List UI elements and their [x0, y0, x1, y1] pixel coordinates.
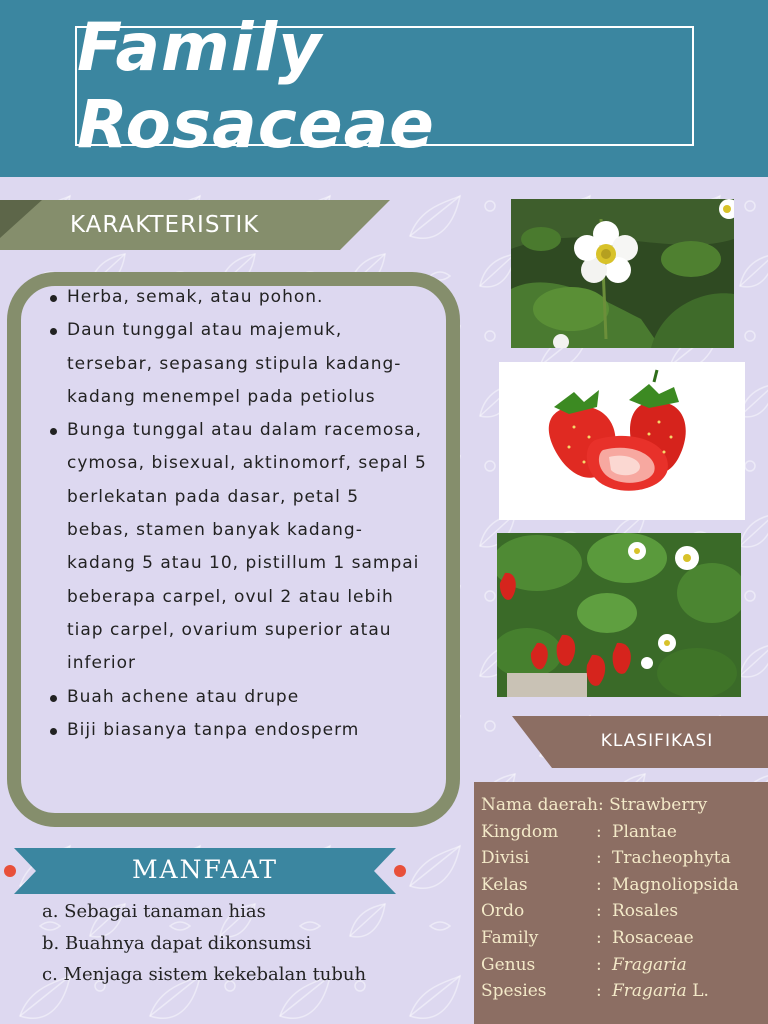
klasifikasi-value: Rosaceae: [612, 927, 694, 948]
klasifikasi-label: Genus: [481, 954, 536, 975]
klasifikasi-table: [481, 792, 768, 1005]
strawberry-fruit-photo: [499, 362, 745, 520]
klasifikasi-row-spesies: [481, 978, 768, 1005]
klasifikasi-banner: [512, 716, 768, 768]
species-author: L.: [692, 981, 709, 1002]
manfaat-list: [42, 896, 422, 991]
klasifikasi-value: Magnoliopsida: [612, 874, 739, 895]
title-frame: [75, 9, 694, 163]
klasifikasi-separator: :: [596, 981, 602, 1002]
klasifikasi-separator: :: [596, 901, 602, 922]
list-item: Bunga tunggal atau dalam racemosa, cymosa, bisexual, aktinomorf, sepal 5 berlekatan pada dasar, petal 5 bebas, stamen banyak kadang-kadang 5 atau 10, pistillum 1 sampai beberapa carpel, ovul 2 atau lebih tiap carpel, ovarium superior atau inferior: [48, 414, 428, 680]
list-item: Biji biasanya tanpa endosperm: [48, 714, 428, 747]
header-bar: [0, 0, 768, 177]
klasifikasi-label: Kelas: [481, 874, 528, 895]
klasifikasi-row-kelas: [481, 872, 768, 899]
page-title: Family Rosaceae: [77, 9, 435, 163]
klasifikasi-separator: :: [596, 927, 602, 948]
manfaat-heading: MANFAAT: [131, 855, 279, 884]
klasifikasi-heading: KLASIFIKASI: [600, 731, 714, 751]
klasifikasi-row-genus: [481, 952, 768, 979]
list-item: Buah achene atau drupe: [48, 681, 428, 714]
list-item: a. Sebagai tanaman hias: [42, 901, 266, 922]
klasifikasi-label: Nama daerah:: [481, 795, 604, 815]
klasifikasi-label: Family: [481, 927, 539, 948]
klasifikasi-row-kingdom: [481, 819, 768, 846]
klasifikasi-value: Fragaria: [612, 954, 687, 975]
list-item: c. Menjaga sistem kekebalan tubuh: [42, 964, 367, 985]
klasifikasi-row-ordo: [481, 898, 768, 925]
klasifikasi-value: Plantae: [612, 821, 677, 842]
strawberry-plant-photo: [497, 533, 741, 697]
klasifikasi-separator: :: [596, 848, 602, 869]
klasifikasi-row-nama-daerah: [481, 792, 768, 819]
klasifikasi-value: Rosales: [612, 901, 679, 922]
klasifikasi-row-family: [481, 925, 768, 952]
list-item: Daun tunggal atau majemuk, tersebar, sepasang stipula kadang-kadang menempel pada petiolus: [48, 314, 428, 414]
klasifikasi-label: Kingdom: [481, 821, 559, 842]
klasifikasi-row-divisi: [481, 845, 768, 872]
klasifikasi-label: Ordo: [481, 901, 525, 922]
klasifikasi-label: Divisi: [481, 848, 530, 869]
klasifikasi-value: Strawberry: [609, 795, 708, 815]
klasifikasi-separator: :: [596, 821, 602, 842]
karakteristik-list: [48, 281, 428, 747]
list-item: b. Buahnya dapat dikonsumsi: [42, 932, 312, 954]
manfaat-banner: [0, 848, 410, 894]
strawberry-flower-photo: [511, 199, 734, 348]
karakteristik-heading: KARAKTERISTIK: [70, 212, 260, 238]
klasifikasi-value: [612, 978, 709, 1005]
klasifikasi-separator: :: [596, 874, 602, 895]
species-genus: Fragaria: [612, 981, 687, 1002]
klasifikasi-separator: :: [596, 954, 602, 975]
list-item: Herba, semak, atau pohon.: [48, 281, 428, 314]
klasifikasi-value: Tracheophyta: [612, 848, 731, 869]
karakteristik-banner: [0, 200, 390, 250]
klasifikasi-label: Spesies: [481, 981, 547, 1002]
